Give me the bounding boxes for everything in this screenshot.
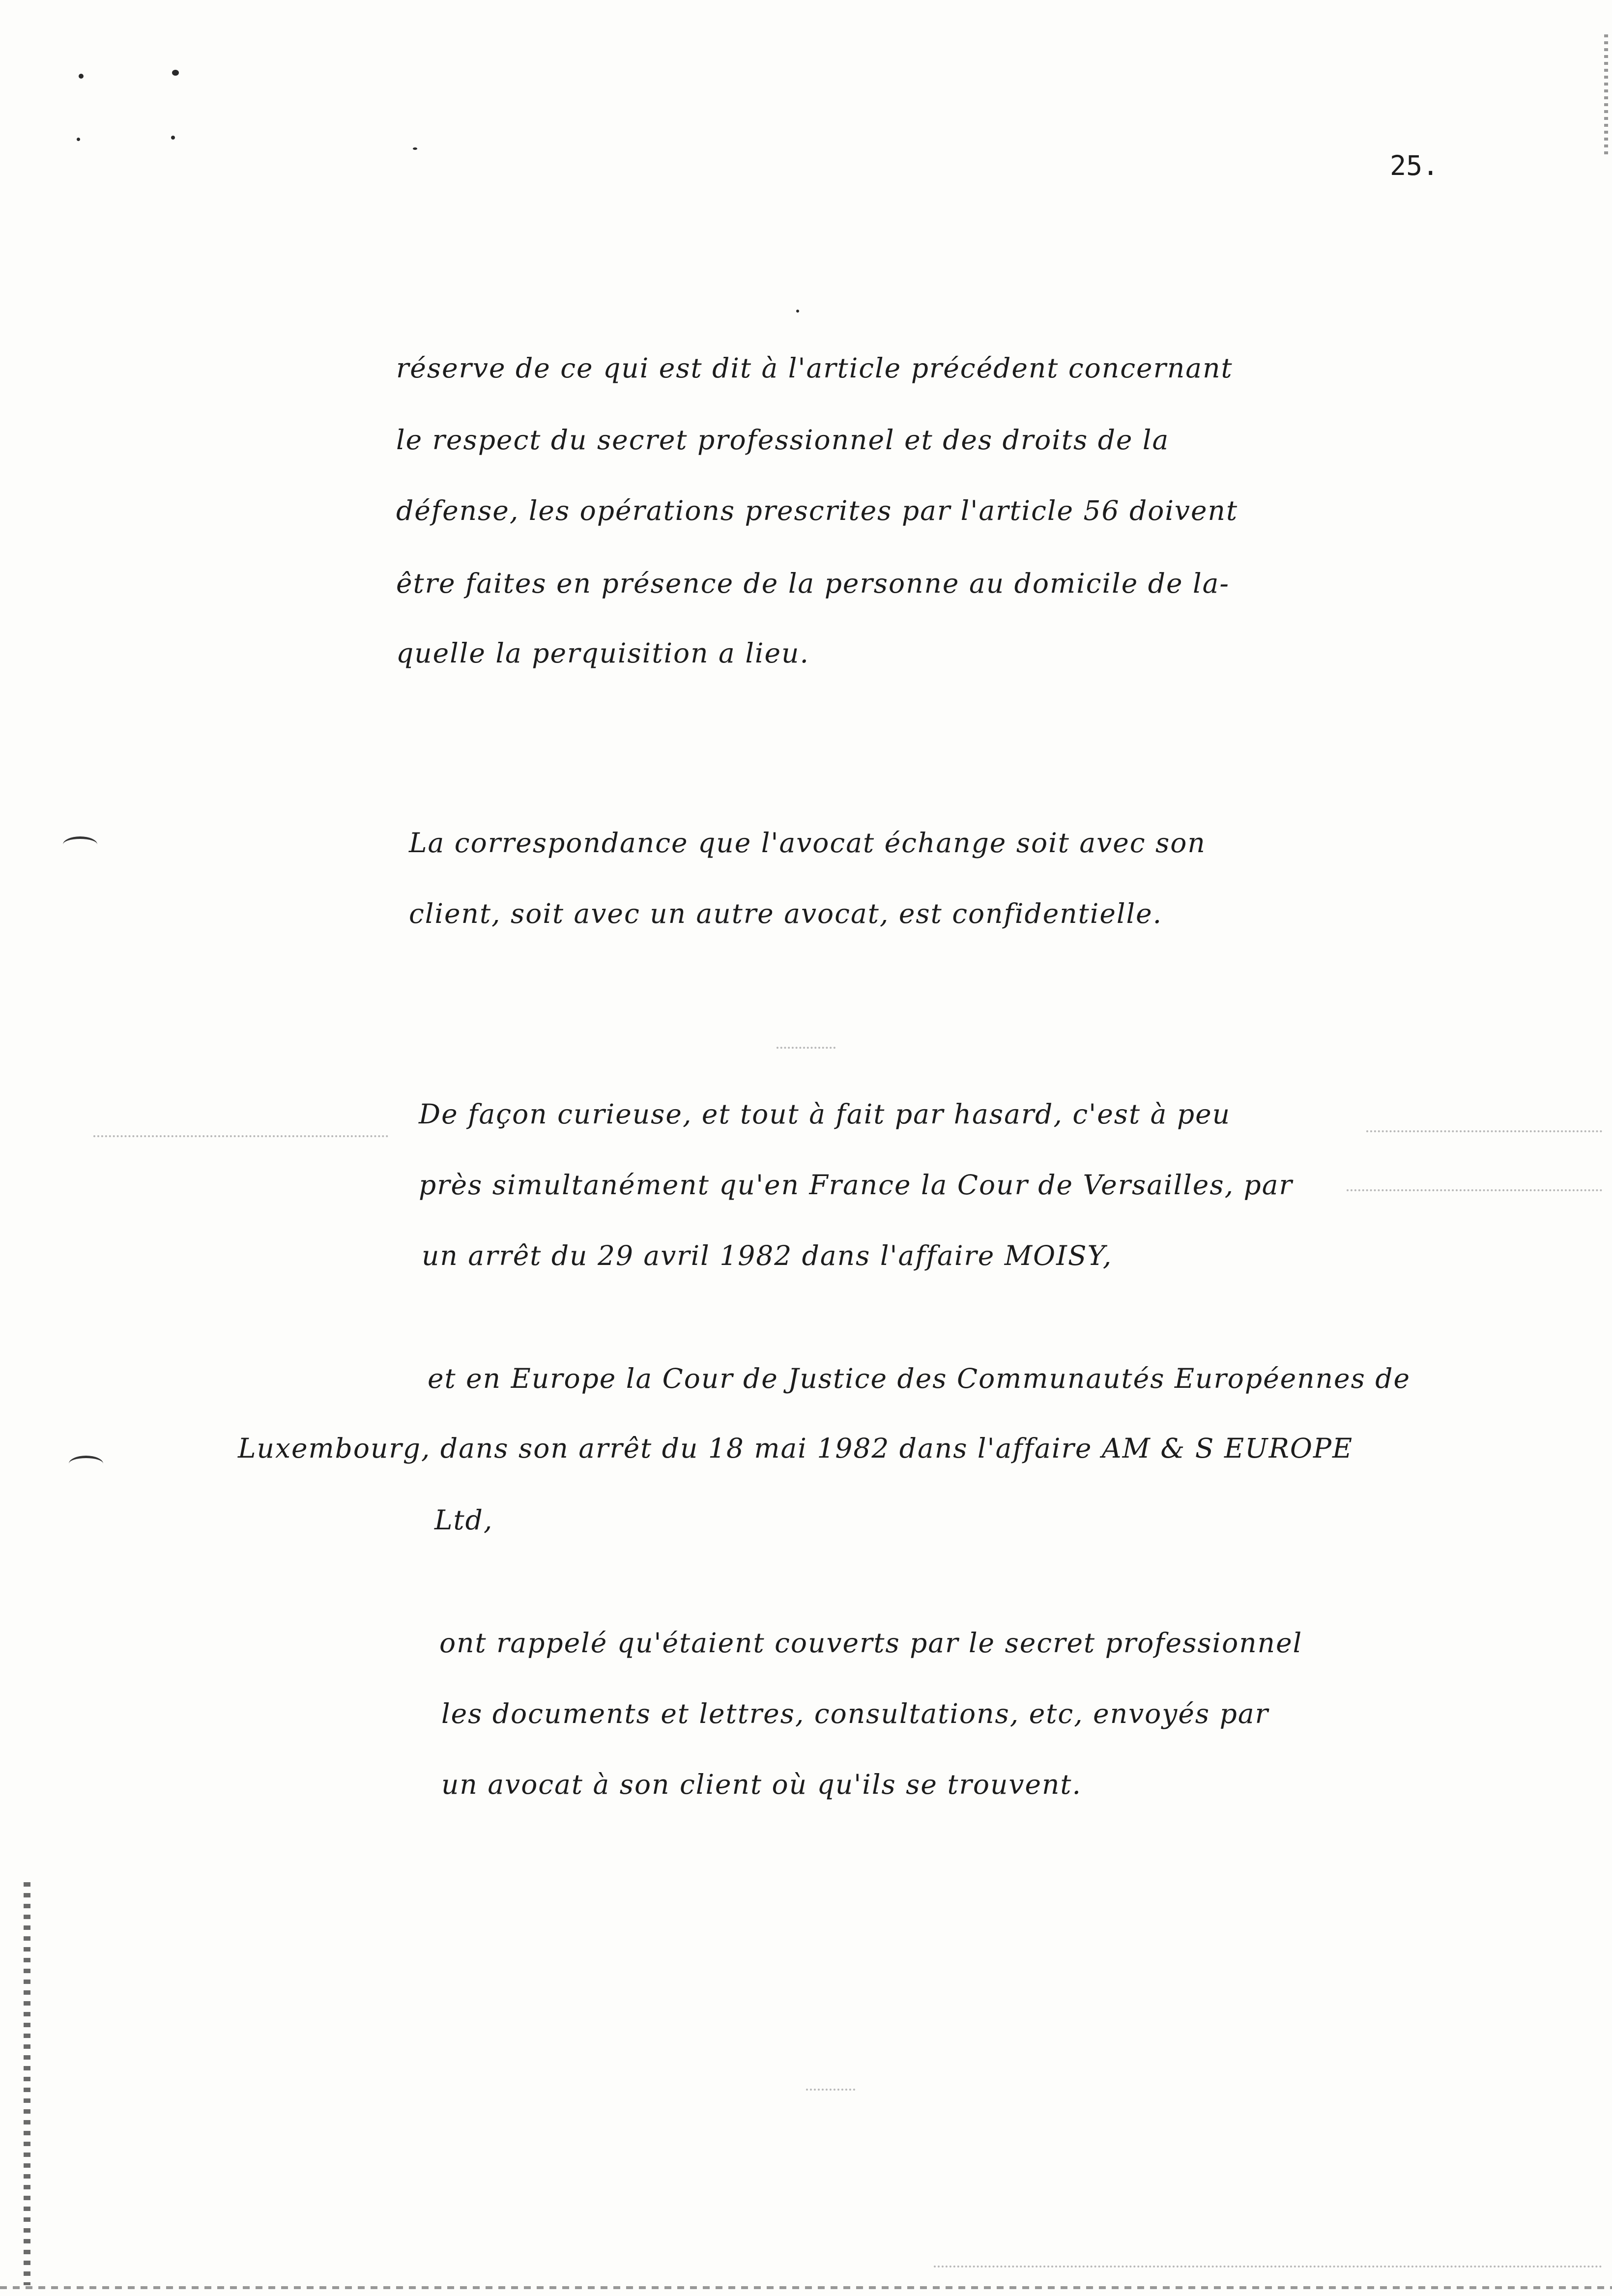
scan-speck [79, 74, 84, 79]
scan-smudge [806, 2089, 855, 2091]
scan-smudge [934, 2266, 1602, 2267]
scan-edge-right [1604, 34, 1608, 157]
text-line: Ltd, [434, 1504, 493, 1536]
text-line: Luxembourg, dans son arrêt du 18 mai 1982 dans l'affaire AM & S EUROPE [238, 1433, 1353, 1464]
scan-smudge [1347, 1189, 1602, 1191]
text-line: La correspondance que l'avocat échange soit avec son [409, 827, 1206, 859]
text-line: près simultanément qu'en France la Cour de Versailles, par [419, 1169, 1293, 1201]
text-line: réserve de ce qui est dit à l'article précédent concernant [396, 352, 1233, 384]
text-line: un arrêt du 29 avril 1982 dans l'affaire MOISY, [422, 1240, 1113, 1271]
scan-edge-left [24, 1882, 30, 2285]
page-number: 25. [1390, 150, 1439, 181]
scan-edge-bottom [0, 2286, 1612, 2289]
text-line: De façon curieuse, et tout à fait par hasard, c'est à peu [419, 1098, 1231, 1130]
scan-speck [172, 70, 179, 76]
text-line: les documents et lettres, consultations, etc, envoyés par [441, 1698, 1269, 1729]
scan-speck [171, 136, 175, 140]
text-line: un avocat à son client où qu'ils se trouvent. [441, 1769, 1082, 1800]
punch-hole-mark [63, 836, 97, 853]
text-line: ont rappelé qu'étaient couverts par le secret professionnel [439, 1627, 1303, 1659]
scan-smudge [777, 1047, 835, 1049]
text-line: le respect du secret professionnel et des droits de la [396, 424, 1170, 456]
text-line: quelle la perquisition a lieu. [396, 637, 809, 669]
punch-hole-mark [69, 1456, 103, 1472]
text-line: défense, les opérations prescrites par l'article 56 doivent [396, 495, 1238, 526]
text-line: et en Europe la Cour de Justice des Communautés Européennes de [428, 1363, 1411, 1394]
text-line: être faites en présence de la personne au domicile de la- [396, 568, 1230, 599]
scan-speck [796, 310, 799, 313]
scan-speck [77, 138, 80, 141]
text-line: client, soit avec un autre avocat, est confidentielle. [409, 898, 1163, 929]
scan-speck [413, 147, 417, 150]
scan-smudge [1366, 1130, 1602, 1132]
scan-smudge [93, 1135, 388, 1137]
